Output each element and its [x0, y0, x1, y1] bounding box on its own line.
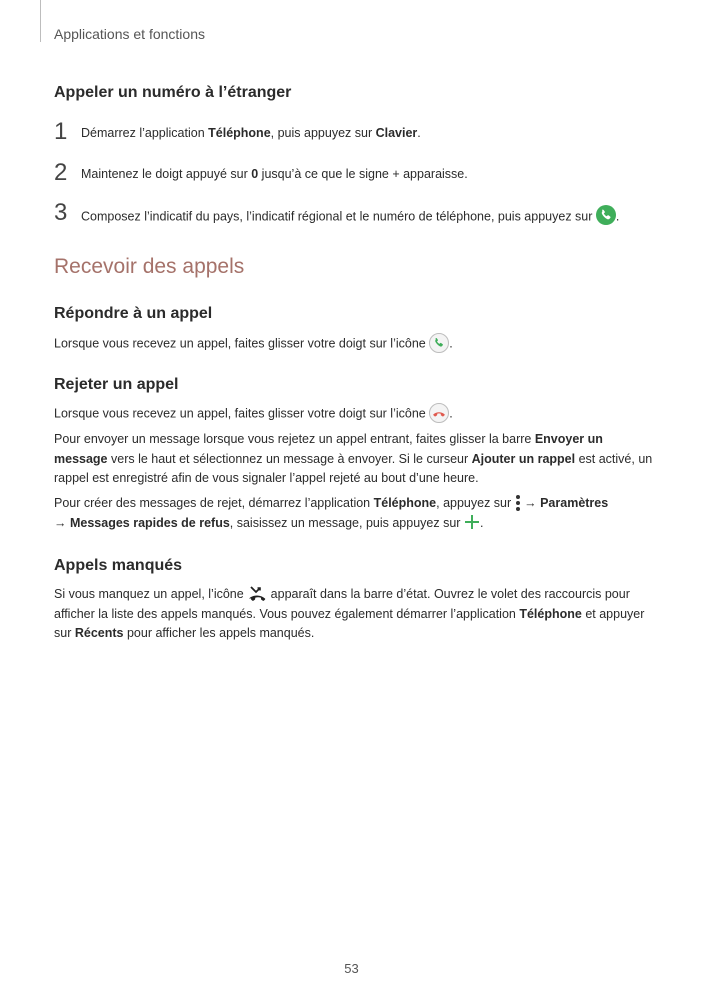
- step-text: Maintenez le doigt appuyé sur 0 jusqu’à ce que le signe + apparaisse.: [81, 167, 468, 181]
- reject-paragraph-1: Lorsque vous recevez un appel, faites glisser votre doigt sur l’icône .: [54, 404, 654, 424]
- more-options-icon: [515, 494, 521, 512]
- step-text: Composez l’indicatif du pays, l’indicatif régional et le numéro de téléphone, puis appuyez sur .: [81, 207, 619, 227]
- page-number: 53: [344, 961, 359, 976]
- answer-paragraph: Lorsque vous recevez un appel, faites glisser votre doigt sur l’icône .: [54, 334, 654, 354]
- intl-heading: Appeler un numéro à l’étranger: [54, 84, 292, 101]
- section-title: Recevoir des appels: [54, 255, 245, 278]
- step-number: 1: [54, 118, 68, 145]
- missed-heading: Appels manqués: [54, 557, 183, 574]
- missed-call-icon: [247, 585, 267, 603]
- reject-heading: Rejeter un appel: [54, 376, 179, 393]
- step-1: [54, 120, 674, 146]
- step-number: 3: [54, 199, 68, 226]
- step-number: 2: [54, 159, 68, 186]
- phone-call-icon: [596, 205, 616, 225]
- header-rule: [40, 0, 41, 42]
- step-text: Démarrez l’application Téléphone, puis appuyez sur Clavier.: [81, 126, 421, 140]
- reject-paragraph-2: Pour envoyer un message lorsque vous rejetez un appel entrant, faites glisser la barre Envoyer un message vers le haut et sélectionnez un message à envoyer. Si le curseur Ajouter un rappel est activé, un rappel est enregistré afin de vous signaler l’appel rejeté au bout d’une heure.: [54, 432, 653, 485]
- answer-heading: Répondre à un appel: [54, 305, 213, 322]
- reject-call-icon: [429, 403, 449, 423]
- missed-paragraph: Si vous manquez un appel, l’icône apparaît dans la barre d’état. Ouvrez le volet des raccourcis pour afficher la liste des appels manqués. Vous pouvez également démarrer l’application Téléphone et appuyer sur Récents pour afficher les appels manqués.: [54, 585, 650, 644]
- step-2: [54, 161, 674, 187]
- running-header: Applications et fonctions: [54, 26, 205, 42]
- answer-call-icon: [429, 333, 449, 353]
- plus-icon: [464, 514, 480, 530]
- step-3: [54, 201, 694, 227]
- reject-paragraph-3: Pour créer des messages de rejet, démarrez l’application Téléphone, appuyez sur → Paramètres → Messages rapides de refus, saisissez un message, puis appuyez sur .: [54, 494, 654, 533]
